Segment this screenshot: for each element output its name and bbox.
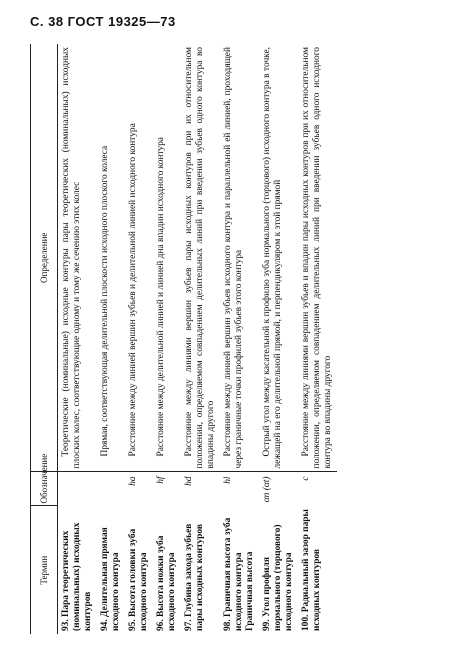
definition-cell: Расстояние между линией вершин зубьев и делительной линией исходного контура (128, 123, 138, 457)
table-row (181, 44, 220, 634)
term-cell: 95. Высота головки зуба исходного контура (128, 528, 149, 631)
table-row (298, 44, 337, 634)
table-row (259, 44, 298, 634)
term-cell: 98. Граничная высота зуба исходного контура Граничная высота (223, 517, 255, 631)
term-cell: 96. Высота ножки зуба исходного контура (156, 535, 177, 631)
term-cell: 94. Делительная прямая исходного контура (100, 527, 121, 631)
definition-cell: Расстояние между делительной линией и линией дна впадин исходного контура (156, 137, 166, 457)
definition-cell: Прямая, соответствующая делительной плоскости исходного плоского колеса (100, 145, 110, 457)
column-header-notation: Обозначение (31, 472, 58, 506)
definition-cell: Острый угол между касательной к профилю зуба нормального (торцового) исходного контура в точке, лежащей на его делительной прямой, и перпендикуляром к этой прямой (262, 47, 283, 469)
terms-table (30, 44, 337, 634)
terms-table-wrapper (30, 44, 440, 634)
column-header-term: Термин (31, 506, 58, 634)
term-cell: 97. Глубина захода зубьев пары исходных контуров (184, 523, 205, 631)
table-row (97, 44, 125, 634)
page-header: С. 38 ГОСТ 19325—73 (30, 14, 176, 29)
symbol-cell: hl (220, 472, 259, 506)
symbol-cell: c (298, 472, 337, 506)
column-header-definition: Определение (31, 44, 58, 472)
symbol-cell: hf (153, 472, 181, 506)
table-row (153, 44, 181, 634)
symbol-cell: ha (125, 472, 153, 506)
definition-cell: Теоретические (номинальные) исходные контуры пары теоретических (номинальных) исходных плоских колес, соответствующие одному и тому же сечению этих колес (61, 47, 82, 469)
table-row (58, 44, 98, 634)
symbol-cell (97, 472, 125, 506)
table-row (220, 44, 259, 634)
table-header-row (31, 44, 58, 634)
term-cell: 93. Пара теоретических (номинальных) исходных контуров (61, 522, 93, 631)
definition-cell: Расстояние между линиями вершин зубьев и впадин пары исходных контуров при их относительном положении, определяемом совпадением делительных линий при введении зубьев одного исходного контура во впадины другого (301, 47, 333, 469)
definition-cell: Расстояние между линиями вершин зубьев пары исходных контуров при их относительном положении, определяемом совпадением делительных линий при введении зубьев одного контура во впадины другого (184, 47, 216, 469)
term-cell: 100. Радиальный зазор пары исходных контуров (301, 509, 322, 631)
term-cell: 99. Угол профиля нормального (торцового) исходного контура (262, 524, 294, 631)
rotated-table-area (30, 44, 440, 634)
table-row (125, 44, 153, 634)
symbol-cell: αn (αt) (259, 472, 298, 506)
symbol-cell (58, 472, 98, 506)
symbol-cell: hd (181, 472, 220, 506)
definition-cell: Расстояние между линией вершин зубьев исходного контура и параллельной ей линией, проходящей через граничные точки профилей зубьев этого контура (223, 47, 244, 469)
